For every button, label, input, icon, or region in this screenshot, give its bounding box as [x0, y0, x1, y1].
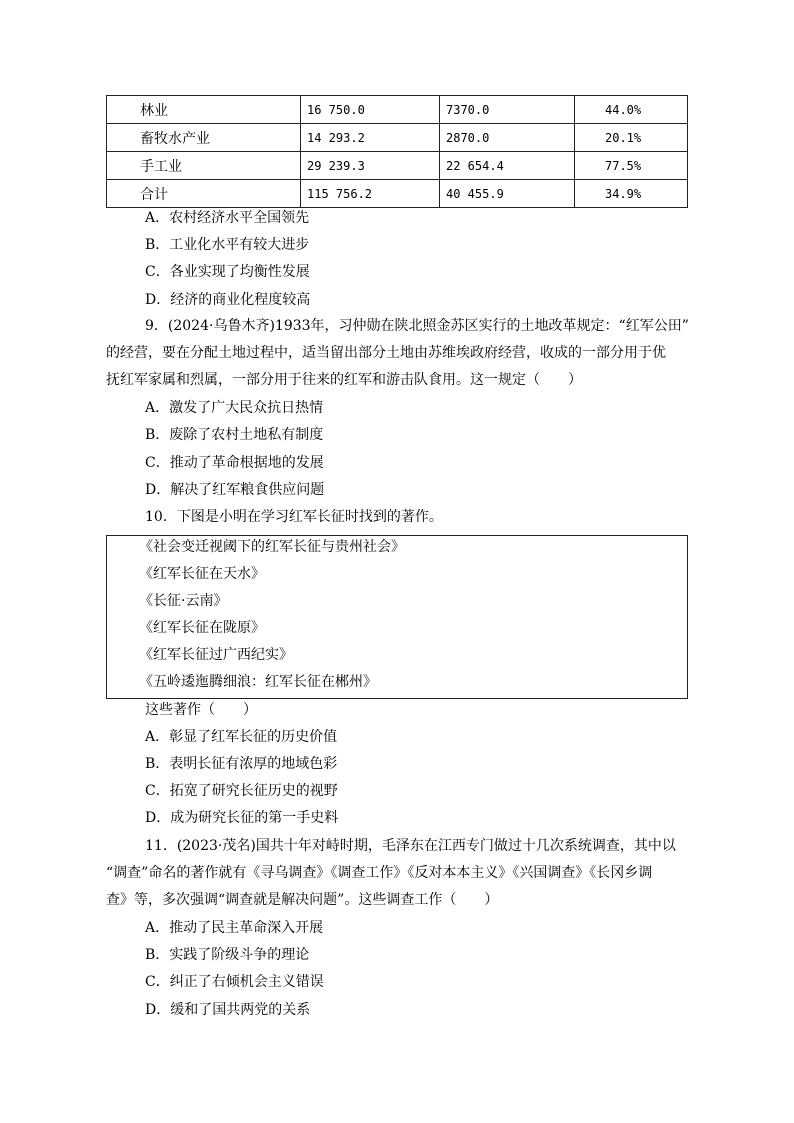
q9-option-b: B．废除了农村土地私有制度 — [145, 427, 324, 443]
q9-stem-line-3: 抚红军家属和烈属，一部分用于往来的红军和游击队食用。这一规定（ ） — [106, 372, 582, 388]
q11-option-c: C．纠正了右倾机会主义错误 — [145, 974, 324, 990]
table-cell: 7370.0 — [440, 96, 575, 124]
table-cell: 44.0% — [575, 96, 688, 124]
q11-stem-line-2: “调查”命名的著作就有《寻乌调查》《调查工作》《反对本本主义》《兴国调查》《长冈乡调 — [106, 865, 653, 881]
book-title: 《红军长征过广西纪实》 — [139, 647, 293, 663]
q9-stem-line-2: 的经营，要在分配土地过程中，适当留出部分土地由苏维埃政府经营，收成的一部分用于优 — [106, 345, 666, 361]
q10-stem: 10．下图是小明在学习红军长征时找到的著作。 — [145, 509, 443, 525]
q8-option-d: D．经济的商业化程度较高 — [145, 292, 311, 308]
table-cell: 手工业 — [107, 152, 301, 180]
table-cell: 20.1% — [575, 124, 688, 152]
table-cell: 115 756.2 — [301, 180, 440, 208]
q11-option-a: A．推动了民主革命深入开展 — [145, 920, 324, 936]
table-cell: 22 654.4 — [440, 152, 575, 180]
q10-option-b: B．表明长征有浓厚的地域色彩 — [145, 756, 338, 772]
books-box — [106, 535, 688, 699]
q8-option-c: C．各业实现了均衡性发展 — [145, 264, 310, 280]
q8-option-a: A．农村经济水平全国领先 — [145, 210, 310, 226]
table-cell: 14 293.2 — [301, 124, 440, 152]
q11-option-d: D．缓和了国共两党的关系 — [145, 1002, 311, 1018]
q11-option-b: B．实践了阶级斗争的理论 — [145, 947, 310, 963]
q9-option-a: A．激发了广大民众抗日热情 — [145, 400, 324, 416]
table-cell: 林业 — [107, 96, 301, 124]
table-cell: 29 239.3 — [301, 152, 440, 180]
q10-follow: 这些著作（ ） — [145, 702, 257, 718]
table-cell: 16 750.0 — [301, 96, 440, 124]
table-cell: 畜牧水产业 — [107, 124, 301, 152]
book-title: 《长征·云南》 — [139, 593, 228, 609]
table-row — [107, 152, 688, 180]
q9-option-d: D．解决了红军粮食供应问题 — [145, 482, 325, 498]
table-row — [107, 124, 688, 152]
q10-option-d: D．成为研究长征的第一手史料 — [145, 810, 339, 826]
table-cell: 合计 — [107, 180, 301, 208]
q11-stem-line-1: 11．(2023·茂名)国共十年对峙时期，毛泽东在江西专门做过十几次系统调查，其中以 — [145, 838, 676, 854]
table-cell: 2870.0 — [440, 124, 575, 152]
q10-option-a: A．彰显了红军长征的历史价值 — [145, 729, 338, 745]
table-row — [107, 180, 688, 208]
book-title: 《红军长征在陇原》 — [139, 620, 265, 636]
table-cell: 77.5% — [575, 152, 688, 180]
q10-option-c: C．拓宽了研究长征历史的视野 — [145, 783, 338, 799]
table-cell: 40 455.9 — [440, 180, 575, 208]
table-row — [107, 96, 688, 124]
book-title: 《红军长征在天水》 — [139, 566, 265, 582]
table-cell: 34.9% — [575, 180, 688, 208]
q8-option-b: B．工业化水平有较大进步 — [145, 237, 310, 253]
q9-stem-line-1: 9．(2024·乌鲁木齐)1933年，习仲勋在陕北照金苏区实行的土地改革规定：“红军公田” — [145, 318, 689, 334]
q11-stem-line-3: 查》等，多次强调“调查就是解决问题”。这些调查工作（ ） — [106, 892, 499, 908]
q9-option-c: C．推动了革命根据地的发展 — [145, 455, 324, 471]
book-title: 《五岭逶迤腾细浪：红军长征在郴州》 — [139, 674, 377, 690]
economy-table — [106, 95, 688, 208]
book-title: 《社会变迁视阈下的红军长征与贵州社会》 — [139, 539, 405, 555]
